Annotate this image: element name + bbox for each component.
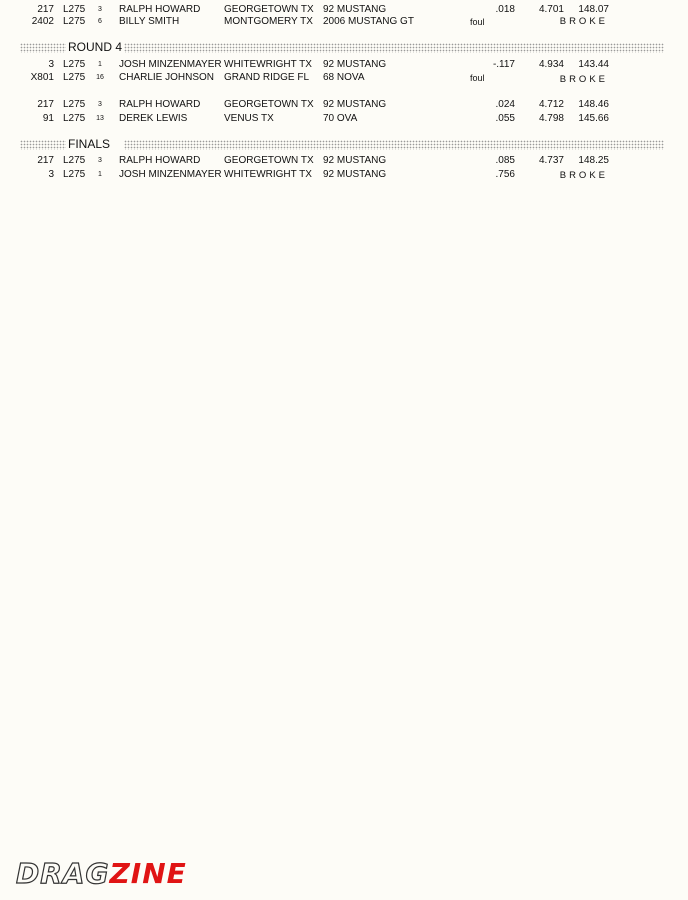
car: 68 NOVA xyxy=(323,72,365,83)
car: 92 MUSTANG xyxy=(323,4,387,15)
foul-note: foul xyxy=(470,73,485,83)
dotted-rule xyxy=(20,43,66,53)
car-number: 3 xyxy=(48,59,54,70)
class: L275 xyxy=(63,16,86,27)
car: 70 OVA xyxy=(323,113,358,124)
broke-note: BROKE xyxy=(559,74,608,85)
elapsed-time: 4.798 xyxy=(538,113,564,124)
speed: 148.07 xyxy=(578,4,609,15)
class: L275 xyxy=(63,155,86,166)
dotted-rule xyxy=(124,43,664,53)
car: 92 MUSTANG xyxy=(323,169,387,180)
speed: 148.25 xyxy=(578,155,609,166)
dragzine-logo xyxy=(16,856,187,892)
hometown: GEORGETOWN TX xyxy=(224,4,314,15)
reaction-time: .085 xyxy=(495,155,515,166)
speed: 143.44 xyxy=(578,59,609,70)
hometown: GEORGETOWN TX xyxy=(224,99,314,110)
seed: 1 xyxy=(98,61,102,68)
driver-name: RALPH HOWARD xyxy=(119,155,201,166)
logo-part-zine: ZINE xyxy=(109,857,187,890)
hometown: GEORGETOWN TX xyxy=(224,155,314,166)
table-row xyxy=(0,15,688,29)
seed: 3 xyxy=(98,101,102,108)
section-header-finals xyxy=(20,139,664,151)
elapsed-time: 4.934 xyxy=(538,59,564,70)
table-row xyxy=(0,58,688,72)
reaction-time: .756 xyxy=(495,169,515,180)
seed: 6 xyxy=(98,18,102,25)
car: 92 MUSTANG xyxy=(323,99,387,110)
reaction-time: .055 xyxy=(495,113,515,124)
seed: 3 xyxy=(98,6,102,13)
car-number: 217 xyxy=(37,99,54,110)
reaction-time: .018 xyxy=(495,4,515,15)
section-header-round4 xyxy=(20,42,664,54)
elapsed-time: 4.737 xyxy=(538,155,564,166)
class: L275 xyxy=(63,113,86,124)
driver-name: JOSH MINZENMAYER xyxy=(119,59,222,70)
seed: 13 xyxy=(96,115,104,122)
car-number: 217 xyxy=(37,155,54,166)
reaction-time: -.117 xyxy=(492,59,515,70)
car: 92 MUSTANG xyxy=(323,155,387,166)
broke-note: BROKE xyxy=(559,16,608,27)
section-title: ROUND 4 xyxy=(68,40,123,54)
table-row xyxy=(0,168,688,182)
car-number: 217 xyxy=(37,4,54,15)
driver-name: JOSH MINZENMAYER xyxy=(119,169,222,180)
hometown: GRAND RIDGE FL xyxy=(224,72,310,83)
elapsed-time: 4.712 xyxy=(538,99,564,110)
dotted-rule xyxy=(124,140,664,150)
seed: 1 xyxy=(98,171,102,178)
table-row xyxy=(0,112,688,126)
logo-part-drag: DRAG xyxy=(16,857,110,890)
table-row xyxy=(0,98,688,112)
car-number: 3 xyxy=(48,169,54,180)
driver-name: DEREK LEWIS xyxy=(119,113,188,124)
foul-note: foul xyxy=(470,17,485,27)
class: L275 xyxy=(63,169,86,180)
seed: 3 xyxy=(98,157,102,164)
speed: 148.46 xyxy=(578,99,609,110)
class: L275 xyxy=(63,72,86,83)
speed: 145.66 xyxy=(578,113,609,124)
dotted-rule xyxy=(20,140,66,150)
table-row xyxy=(0,71,688,85)
driver-name: RALPH HOWARD xyxy=(119,4,201,15)
driver-name: RALPH HOWARD xyxy=(119,99,201,110)
broke-note: BROKE xyxy=(559,170,608,181)
car-number: 2402 xyxy=(31,16,54,27)
class: L275 xyxy=(63,4,86,15)
car-number: X801 xyxy=(30,72,54,83)
hometown: WHITEWRIGHT TX xyxy=(224,59,312,70)
hometown: WHITEWRIGHT TX xyxy=(224,169,312,180)
class: L275 xyxy=(63,99,86,110)
section-title: FINALS xyxy=(68,137,111,151)
car: 92 MUSTANG xyxy=(323,59,387,70)
elapsed-time: 4.701 xyxy=(538,4,564,15)
seed: 16 xyxy=(96,74,104,81)
hometown: VENUS TX xyxy=(224,113,274,124)
reaction-time: .024 xyxy=(495,99,515,110)
car-number: 91 xyxy=(42,113,54,124)
car: 2006 MUSTANG GT xyxy=(323,16,414,27)
hometown: MONTGOMERY TX xyxy=(224,16,313,27)
driver-name: BILLY SMITH xyxy=(119,16,180,27)
table-row xyxy=(0,154,688,168)
driver-name: CHARLIE JOHNSON xyxy=(119,72,215,83)
class: L275 xyxy=(63,59,86,70)
